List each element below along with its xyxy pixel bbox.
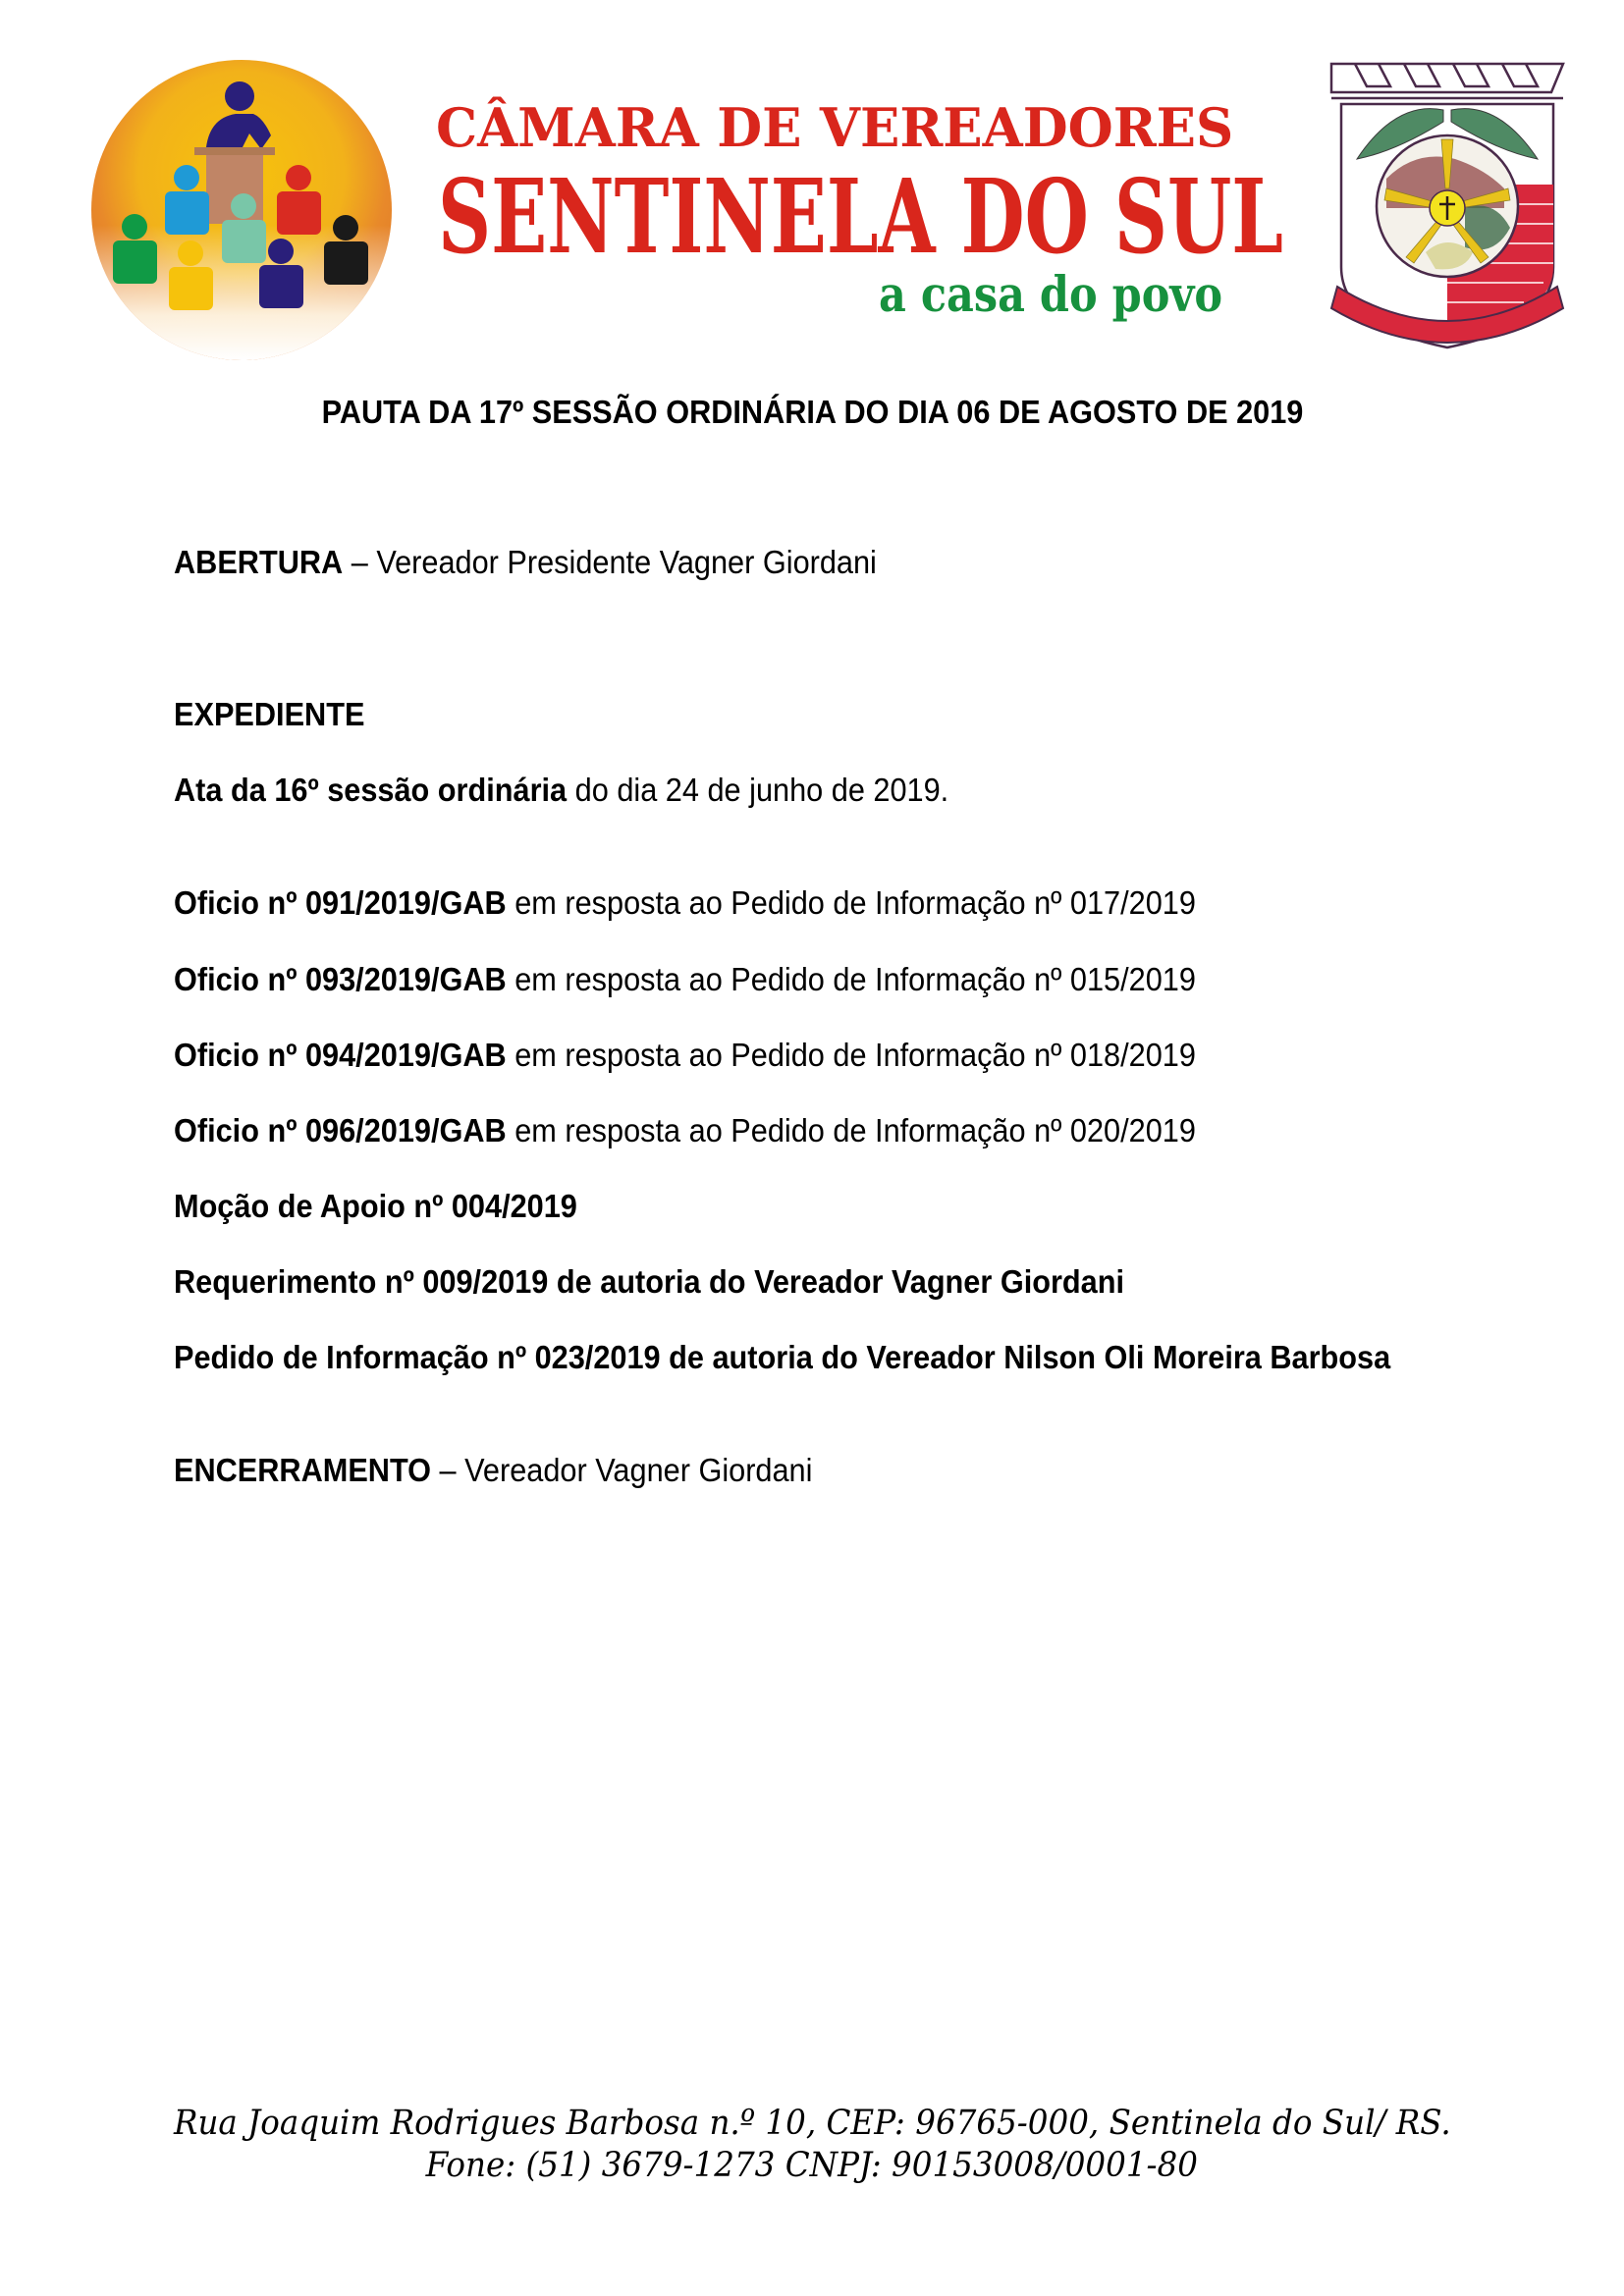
footer-contact	[0, 2145, 1624, 2186]
ata-bold: Ata da 16º sessão ordinária	[174, 772, 568, 808]
page-title	[0, 393, 1624, 432]
abertura-label: ABERTURA	[174, 544, 344, 580]
oficio-number: Oficio nº 094/2019/GAB	[174, 1037, 507, 1073]
institution-name-line2: SENTINELA DO SUL	[438, 156, 1283, 277]
institution-slogan: a casa do povo	[879, 265, 1223, 323]
oficio-item	[174, 1036, 1196, 1075]
requerimento-item: Requerimento nº 009/2019 de autoria do Vereador Vagner Giordani	[174, 1263, 1125, 1300]
oficio-description: em resposta ao Pedido de Informação nº 015/2019	[506, 961, 1196, 997]
oficio-description: em resposta ao Pedido de Informação nº 017/2019	[506, 884, 1196, 921]
footer-address-text: Rua Joaquim Rodrigues Barbosa n.º 10, CEP: 96765-000, Sentinela do Sul/ RS.	[173, 2104, 1451, 2143]
oficio-description: em resposta ao Pedido de Informação nº 020/2019	[506, 1112, 1196, 1148]
encerramento-text: – Vereador Vagner Giordani	[431, 1452, 813, 1488]
abertura-text: – Vereador Presidente Vagner Giordani	[343, 544, 877, 580]
page-title-text: PAUTA DA 17º SESSÃO ORDINÁRIA DO DIA 06 DE AGOSTO DE 2019	[321, 394, 1303, 430]
abertura-line	[174, 543, 877, 582]
expediente-heading: EXPEDIENTE	[174, 696, 365, 732]
municipal-coat-of-arms-icon	[1327, 61, 1567, 355]
oficio-number: Oficio nº 091/2019/GAB	[174, 884, 507, 921]
council-assembly-logo-icon	[88, 57, 395, 363]
mocao-item: Moção de Apoio nº 004/2019	[174, 1188, 577, 1224]
footer-address	[0, 2103, 1624, 2144]
ata-line	[174, 771, 948, 810]
oficio-number: Oficio nº 096/2019/GAB	[174, 1112, 507, 1148]
oficio-item	[174, 960, 1196, 999]
oficio-number: Oficio nº 093/2019/GAB	[174, 961, 507, 997]
footer-contact-text: Fone: (51) 3679-1273 CNPJ: 90153008/0001-80	[425, 2146, 1199, 2185]
encerramento-label: ENCERRAMENTO	[174, 1452, 432, 1488]
oficio-description: em resposta ao Pedido de Informação nº 018/2019	[506, 1037, 1196, 1073]
institution-name-line1: CÂMARA DE VEREADORES	[436, 96, 1234, 159]
ata-text: do dia 24 de junho de 2019.	[567, 772, 949, 808]
oficio-item	[174, 883, 1196, 923]
pedido-informacao-item: Pedido de Informação nº 023/2019 de autoria do Vereador Nilson Oli Moreira Barbosa	[174, 1339, 1391, 1375]
encerramento-line	[174, 1451, 812, 1490]
oficio-item	[174, 1111, 1196, 1150]
